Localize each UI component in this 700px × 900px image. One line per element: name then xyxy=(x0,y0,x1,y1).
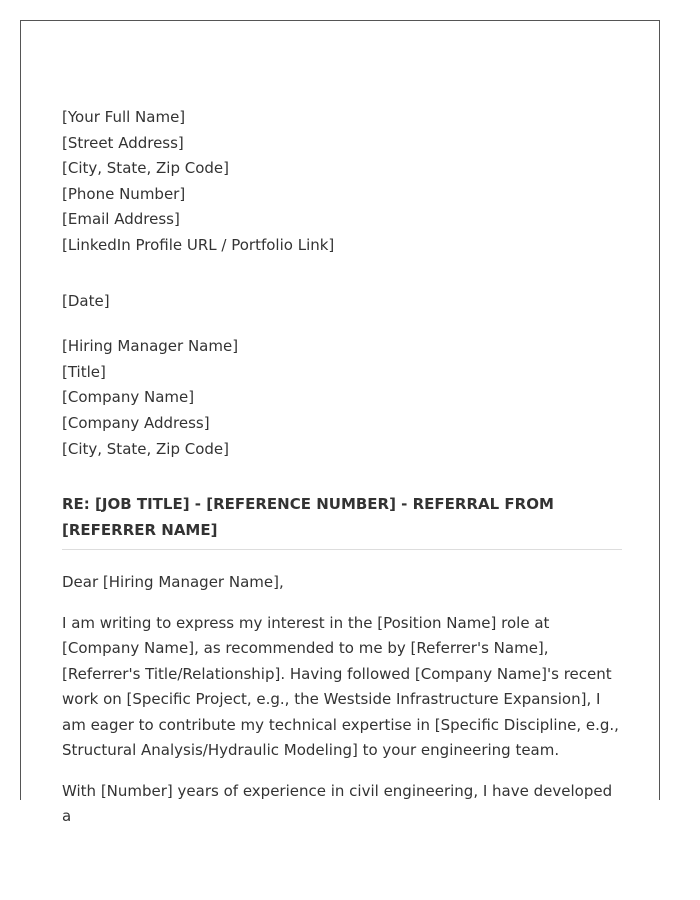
letter-date: [Date] xyxy=(62,291,110,310)
recipient-city-state-zip: [City, State, Zip Code] xyxy=(62,439,230,458)
sender-name: [Your Full Name] xyxy=(62,108,186,126)
salutation: Dear [Hiring Manager Name], xyxy=(62,573,284,592)
subject-line: RE: [JOB TITLE] - [REFERENCE NUMBER] - REFERRAL FROM [REFERRER NAME] xyxy=(62,491,622,550)
body-paragraph-2: With [Number] years of experience in civil engineering, I have developed a xyxy=(62,781,613,826)
sender-city-state-zip: [City, State, Zip Code] xyxy=(62,159,230,178)
recipient-name: [Hiring Manager Name] xyxy=(62,337,239,356)
recipient-block xyxy=(62,334,622,462)
recipient-company: [Company Name] xyxy=(62,388,195,407)
sender-email: [Email Address] xyxy=(62,210,180,229)
letter-page xyxy=(20,20,660,826)
sender-phone: [Phone Number] xyxy=(62,184,186,203)
body-paragraph-1: I am writing to express my interest in the [Position Name] role at [Company Name], as recommended to me by [Referrer's Name], [Referrer's Title/Relationship]. Having followed [Company Name]'s recent work on [Specific Project, e.g., the Westside Infrastructure Expansion], I am eager to contribute my technical expertise in [Specific Discipline, e.g., Structural Analysis/Hydraulic Modeling] to your engineering team. xyxy=(62,613,619,760)
sender-block xyxy=(62,105,622,259)
sender-profile-link: [LinkedIn Profile URL / Portfolio Link] xyxy=(62,235,335,254)
recipient-address: [Company Address] xyxy=(62,413,210,432)
sender-street: [Street Address] xyxy=(62,133,184,152)
letter-content xyxy=(62,105,622,830)
recipient-title: [Title] xyxy=(62,362,106,381)
